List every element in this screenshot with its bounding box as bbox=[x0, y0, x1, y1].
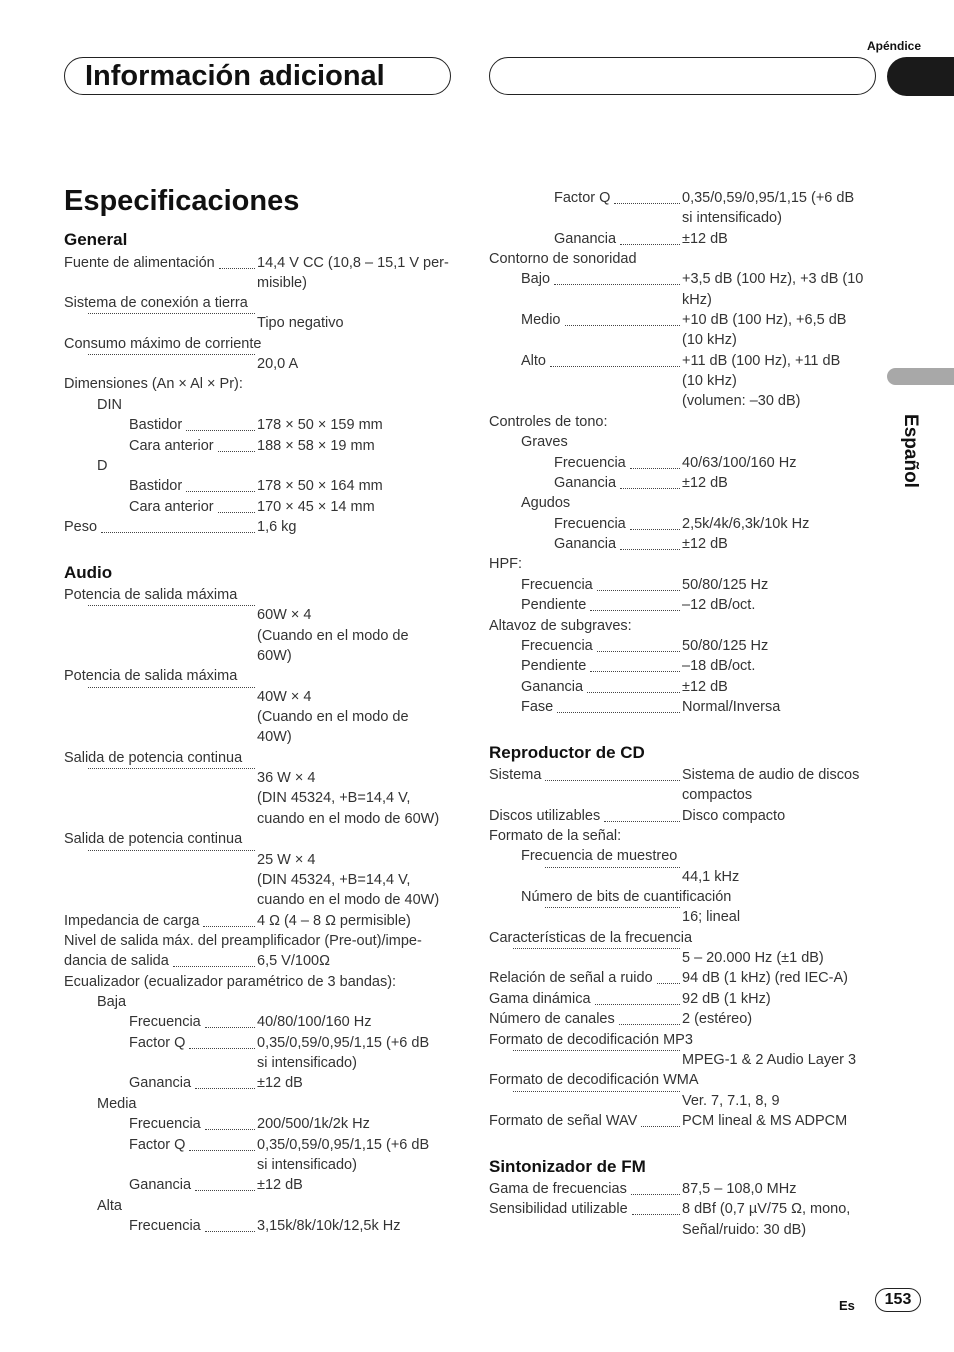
spec-value: 40W × 4 bbox=[257, 689, 312, 705]
spec-heading: Características de la frecuencia bbox=[489, 930, 693, 946]
spec-heading: Formato de decodificación MP3 bbox=[489, 1032, 693, 1048]
spec-row: Pendiente bbox=[521, 595, 682, 615]
spec-value: (10 kHz) bbox=[682, 332, 737, 348]
spec-value: (10 kHz) bbox=[682, 373, 737, 389]
spec-row: Bastidor bbox=[129, 415, 257, 435]
spec-row bbox=[509, 1050, 682, 1055]
spec-value: ±12 dB bbox=[682, 536, 728, 552]
language-tab-marker bbox=[887, 368, 954, 385]
spec-value: 2,5k/4k/6,3k/10k Hz bbox=[682, 516, 810, 532]
spec-row: Bajo bbox=[521, 269, 682, 289]
spec-value: Tipo negativo bbox=[257, 315, 344, 331]
spec-value: 14,4 V CC (10,8 – 15,1 V per- bbox=[257, 255, 449, 271]
spec-row: Ganancia bbox=[521, 677, 682, 697]
spec-value: ±12 dB bbox=[257, 1075, 303, 1091]
spec-value: 40/80/100/160 Hz bbox=[257, 1014, 372, 1030]
spec-value: 1,6 kg bbox=[257, 519, 297, 535]
page-number: 153 bbox=[875, 1288, 921, 1312]
spec-value: (Cuando en el modo de bbox=[257, 709, 409, 725]
spec-heading: Formato de decodificación WMA bbox=[489, 1072, 699, 1088]
spec-value: 170 × 45 × 14 mm bbox=[257, 499, 375, 515]
spec-heading: Sistema de conexión a tierra bbox=[64, 295, 248, 311]
spec-row: Ganancia bbox=[129, 1175, 257, 1195]
spec-row: dancia de salida bbox=[64, 951, 257, 971]
spec-heading: Salida de potencia continua bbox=[64, 831, 243, 847]
spec-row: Frecuencia bbox=[521, 575, 682, 595]
spec-row: Relación de señal a ruido bbox=[489, 968, 682, 988]
spec-heading: Potencia de salida máxima bbox=[64, 668, 238, 684]
spec-subheading: Baja bbox=[97, 994, 127, 1010]
spec-value: –12 dB/oct. bbox=[682, 597, 756, 613]
spec-value: ±12 dB bbox=[682, 231, 728, 247]
spec-row bbox=[84, 850, 257, 855]
spec-value: 92 dB (1 kHz) bbox=[682, 991, 771, 1007]
spec-heading: Nivel de salida máx. del preamplificador (Pre-out)/impe- bbox=[64, 933, 422, 949]
spec-value: 200/500/1k/2k Hz bbox=[257, 1116, 370, 1132]
spec-value: Sistema de audio de discos bbox=[682, 767, 860, 783]
page-title: Especificaciones bbox=[64, 185, 300, 217]
spec-subheading: Número de bits de cuantificación bbox=[521, 889, 732, 905]
section-fm: Sintonizador de FM bbox=[489, 1157, 646, 1176]
spec-value: Ver. 7, 7.1, 8, 9 bbox=[682, 1093, 780, 1109]
spec-value: si intensificado) bbox=[257, 1055, 357, 1071]
spec-row bbox=[84, 354, 257, 359]
spec-heading: Dimensiones (An × Al × Pr): bbox=[64, 376, 243, 392]
appendix-label: Apéndice bbox=[867, 39, 922, 53]
spec-value: si intensificado) bbox=[257, 1157, 357, 1173]
spec-row: Bastidor bbox=[129, 476, 257, 496]
spec-value: 178 × 50 × 164 mm bbox=[257, 478, 383, 494]
spec-row: Formato de señal WAV bbox=[489, 1111, 682, 1131]
spec-value: 6,5 V/100Ω bbox=[257, 953, 330, 969]
spec-value: 178 × 50 × 159 mm bbox=[257, 417, 383, 433]
spec-value: cuando en el modo de 60W) bbox=[257, 811, 440, 827]
spec-value: 0,35/0,59/0,95/1,15 (+6 dB bbox=[257, 1137, 430, 1153]
spec-value: 60W × 4 bbox=[257, 607, 312, 623]
spec-subheading: Frecuencia de muestreo bbox=[521, 848, 678, 864]
spec-row bbox=[509, 948, 682, 953]
spec-value: 20,0 A bbox=[257, 356, 299, 372]
spec-row: Sistema bbox=[489, 765, 682, 785]
section-audio: Audio bbox=[64, 563, 113, 582]
spec-value: (Cuando en el modo de bbox=[257, 628, 409, 644]
spec-value: PCM lineal & MS ADPCM bbox=[682, 1113, 848, 1129]
spec-value: +11 dB (100 Hz), +11 dB bbox=[682, 353, 841, 369]
spec-row: Número de canales bbox=[489, 1009, 682, 1029]
spec-value: 87,5 – 108,0 MHz bbox=[682, 1181, 797, 1197]
spec-row: Sensibilidad utilizable bbox=[489, 1199, 682, 1219]
spec-value: 16; lineal bbox=[682, 909, 741, 925]
spec-row bbox=[509, 1091, 682, 1096]
spec-row bbox=[84, 687, 257, 692]
spec-value: 3,15k/8k/10k/12,5k Hz bbox=[257, 1218, 401, 1234]
spec-value: cuando en el modo de 40W) bbox=[257, 892, 440, 908]
spec-row: Ganancia bbox=[554, 473, 682, 493]
spec-subheading: DIN bbox=[97, 397, 122, 413]
spec-row bbox=[84, 313, 257, 318]
spec-heading: Controles de tono: bbox=[489, 414, 608, 430]
spec-value: 40/63/100/160 Hz bbox=[682, 455, 797, 471]
spec-row: Alto bbox=[521, 351, 682, 371]
spec-subheading: Media bbox=[97, 1096, 137, 1112]
spec-row: Cara anterior bbox=[129, 436, 257, 456]
spec-value: 36 W × 4 bbox=[257, 770, 316, 786]
spec-value: 8 dBf (0,7 µV/75 Ω, mono, bbox=[682, 1201, 851, 1217]
spec-row bbox=[84, 768, 257, 773]
spec-row: Impedancia de carga bbox=[64, 911, 257, 931]
spec-row: Frecuencia bbox=[554, 453, 682, 473]
spec-subheading: D bbox=[97, 458, 108, 474]
spec-heading: HPF: bbox=[489, 556, 523, 572]
spec-value: 4 Ω (4 – 8 Ω permisible) bbox=[257, 913, 411, 929]
spec-row: Factor Q bbox=[554, 188, 682, 208]
spec-value: ±12 dB bbox=[257, 1177, 303, 1193]
spec-value: ±12 dB bbox=[682, 679, 728, 695]
spec-heading: Consumo máximo de corriente bbox=[64, 336, 262, 352]
spec-heading: Potencia de salida máxima bbox=[64, 587, 238, 603]
spec-value: (DIN 45324, +B=14,4 V, bbox=[257, 872, 411, 888]
spec-value: ±12 dB bbox=[682, 475, 728, 491]
spec-value: Normal/Inversa bbox=[682, 699, 781, 715]
spec-value: 2 (estéreo) bbox=[682, 1011, 753, 1027]
spec-value: 50/80/125 Hz bbox=[682, 577, 769, 593]
spec-value: 188 × 58 × 19 mm bbox=[257, 438, 375, 454]
section-general: General bbox=[64, 230, 128, 249]
spec-value: (volumen: –30 dB) bbox=[682, 393, 801, 409]
spec-row bbox=[541, 867, 682, 872]
spec-row: Ganancia bbox=[129, 1073, 257, 1093]
spec-value: 44,1 kHz bbox=[682, 869, 740, 885]
spec-row: Frecuencia bbox=[129, 1012, 257, 1032]
spec-value: +3,5 dB (100 Hz), +3 dB (10 bbox=[682, 271, 864, 287]
spec-value: 60W) bbox=[257, 648, 292, 664]
spec-subheading: Agudos bbox=[521, 495, 571, 511]
spec-value: 0,35/0,59/0,95/1,15 (+6 dB bbox=[257, 1035, 430, 1051]
spec-subheading: Graves bbox=[521, 434, 568, 450]
spec-row: Gama dinámica bbox=[489, 989, 682, 1009]
spec-heading: Salida de potencia continua bbox=[64, 750, 243, 766]
spec-value: compactos bbox=[682, 787, 753, 803]
spec-row: Gama de frecuencias bbox=[489, 1179, 682, 1199]
spec-value: –18 dB/oct. bbox=[682, 658, 756, 674]
spec-value: misible) bbox=[257, 275, 307, 291]
language-side-label: Español bbox=[900, 414, 921, 488]
section-title: Información adicional bbox=[85, 60, 385, 92]
spec-row: Factor Q bbox=[129, 1135, 257, 1155]
section-tab-marker bbox=[887, 57, 954, 96]
spec-row: Fase bbox=[521, 697, 682, 717]
spec-value: si intensificado) bbox=[682, 210, 782, 226]
spec-row: Frecuencia bbox=[521, 636, 682, 656]
spec-row: Pendiente bbox=[521, 656, 682, 676]
spec-row: Discos utilizables bbox=[489, 806, 682, 826]
section-title-box bbox=[64, 57, 451, 95]
spec-row bbox=[541, 907, 682, 912]
spec-value: (DIN 45324, +B=14,4 V, bbox=[257, 790, 411, 806]
spec-row: Factor Q bbox=[129, 1033, 257, 1053]
spec-row: Fuente de alimentación bbox=[64, 253, 257, 273]
spec-row: Medio bbox=[521, 310, 682, 330]
spec-heading: Ecualizador (ecualizador paramétrico de 3 bandas): bbox=[64, 974, 397, 990]
spec-value: MPEG-1 & 2 Audio Layer 3 bbox=[682, 1052, 857, 1068]
spec-row: Frecuencia bbox=[554, 514, 682, 534]
section-cd: Reproductor de CD bbox=[489, 743, 645, 762]
spec-heading: Contorno de sonoridad bbox=[489, 251, 637, 267]
spec-value: 25 W × 4 bbox=[257, 852, 316, 868]
language-code: Es bbox=[839, 1298, 855, 1313]
spec-value: 94 dB (1 kHz) (red IEC-A) bbox=[682, 970, 848, 986]
spec-value: 0,35/0,59/0,95/1,15 (+6 dB bbox=[682, 190, 855, 206]
spec-row: Frecuencia bbox=[129, 1216, 257, 1236]
spec-value: 40W) bbox=[257, 729, 292, 745]
spec-value: Señal/ruido: 30 dB) bbox=[682, 1222, 807, 1238]
spec-value: 5 – 20.000 Hz (±1 dB) bbox=[682, 950, 824, 966]
spec-value: kHz) bbox=[682, 292, 712, 308]
spec-subheading: Alta bbox=[97, 1198, 122, 1214]
spec-row bbox=[84, 605, 257, 610]
spec-row: Ganancia bbox=[554, 229, 682, 249]
spec-value: Disco compacto bbox=[682, 808, 786, 824]
spec-row: Ganancia bbox=[554, 534, 682, 554]
empty-header-box bbox=[489, 57, 876, 95]
spec-row: Peso bbox=[64, 517, 257, 537]
spec-row: Frecuencia bbox=[129, 1114, 257, 1134]
spec-value: +10 dB (100 Hz), +6,5 dB bbox=[682, 312, 847, 328]
spec-row: Cara anterior bbox=[129, 497, 257, 517]
spec-value: 50/80/125 Hz bbox=[682, 638, 769, 654]
spec-heading: Formato de la señal: bbox=[489, 828, 622, 844]
spec-heading: Altavoz de subgraves: bbox=[489, 618, 632, 634]
